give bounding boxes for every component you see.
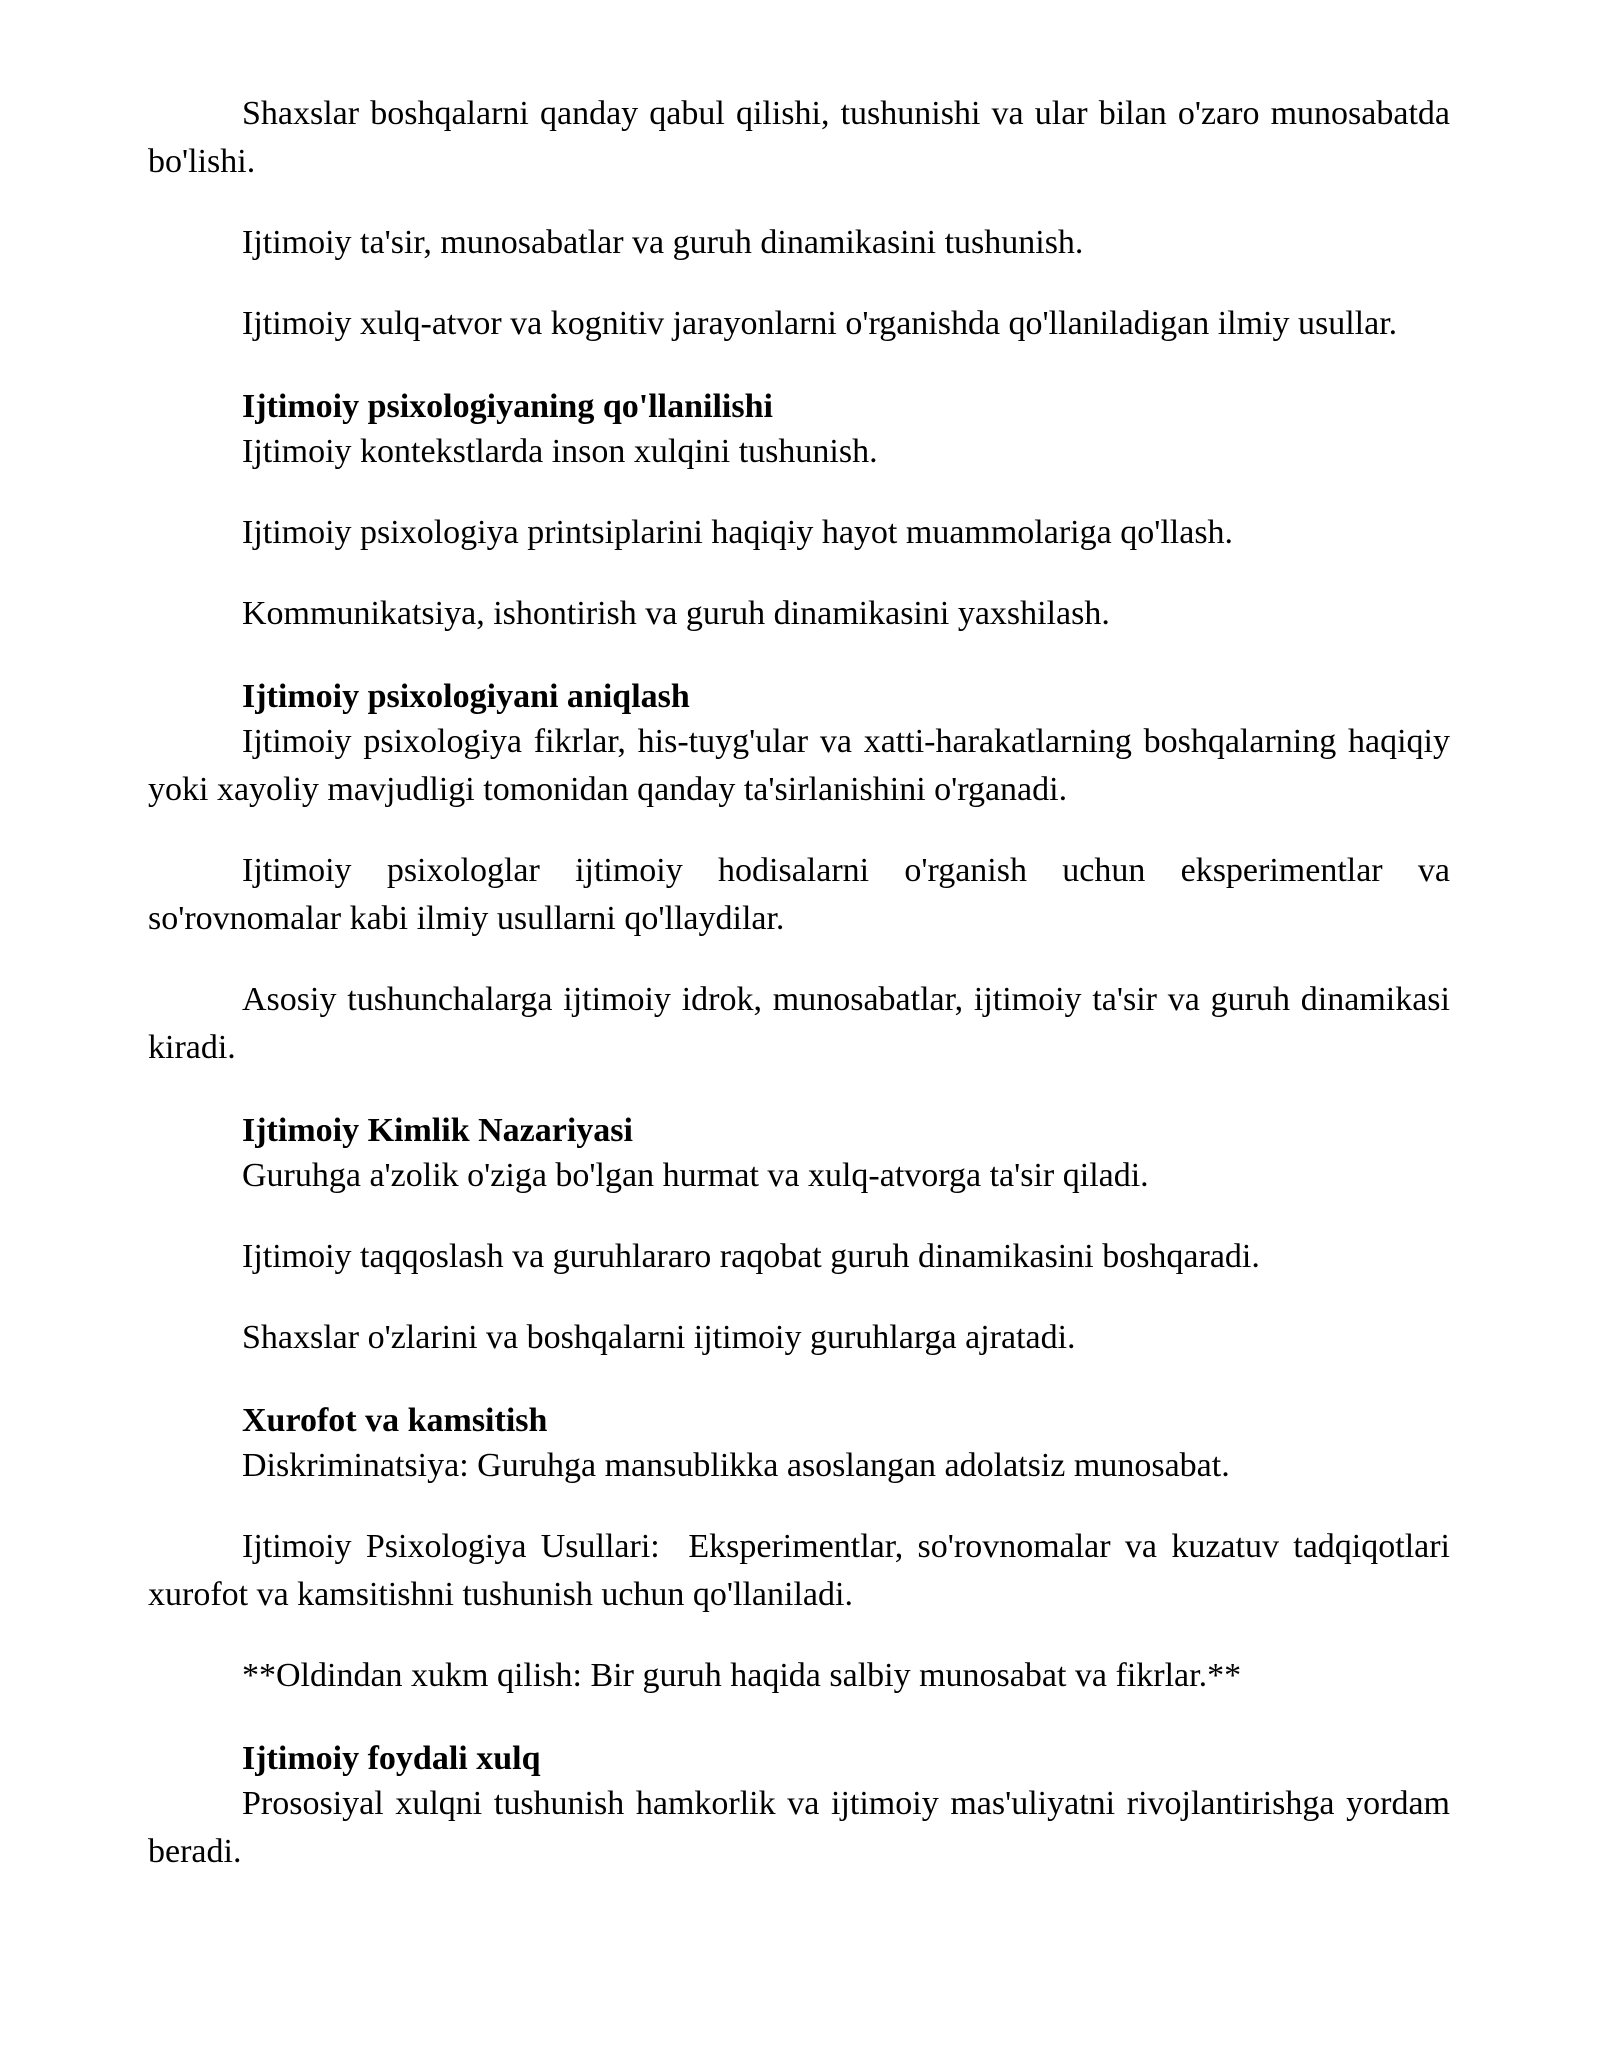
section-prosocial-item: Prososiyal xulqni tushunish hamkorlik va ijtimoiy mas'uliyatni rivojlantirishga yordam beradi. [148, 1785, 1450, 1870]
document-page [148, 90, 1459, 1876]
section-definition-item: Ijtimoiy psixologlar ijtimoiy hodisalarni o'rganish uchun eksperimentlar va so'rovnomalar kabi ilmiy usullarni qo'llaydilar. [148, 852, 1450, 937]
section-heading-prejudice: Xurofot va kamsitish [242, 1402, 548, 1439]
section-prejudice-item: **Oldindan xukm qilish: Bir guruh haqida salbiy munosabat va fikrlar.** [242, 1657, 1242, 1694]
section-identity-item: Ijtimoiy taqqoslash va guruhlararo raqobat guruh dinamikasini boshqaradi. [242, 1238, 1260, 1275]
section-identity-item: Guruhga a'zolik o'ziga bo'lgan hurmat va xulq-atvorga ta'sir qiladi. [242, 1157, 1149, 1194]
paragraph-social-influence: Ijtimoiy ta'sir, munosabatlar va guruh dinamikasini tushunish. [242, 224, 1084, 261]
section-identity-item: Shaxslar o'zlarini va boshqalarni ijtimoiy guruhlarga ajratadi. [242, 1319, 1076, 1356]
section-heading-applications: Ijtimoiy psixologiyaning qo'llanilishi [242, 388, 773, 425]
section-definition-item: Asosiy tushunchalarga ijtimoiy idrok, munosabatlar, ijtimoiy ta'sir va guruh dinamikasi kiradi. [148, 981, 1450, 1066]
section-prejudice-item: Ijtimoiy Psixologiya Usullari: Eksperimentlar, so'rovnomalar va kuzatuv tadqiqotlari xurofot va kamsitishni tushunish uchun qo'llaniladi. [148, 1528, 1459, 1613]
paragraph-scientific-methods: Ijtimoiy xulq-atvor va kognitiv jarayonlarni o'rganishda qo'llaniladigan ilmiy usullar. [242, 305, 1398, 342]
section-heading-prosocial: Ijtimoiy foydali xulq [242, 1740, 541, 1777]
section-applications-item: Ijtimoiy kontekstlarda inson xulqini tushunish. [242, 433, 878, 470]
section-definition-item: Ijtimoiy psixologiya fikrlar, his-tuyg'ular va xatti-harakatlarning boshqalarning haqiqiy yoki xayoliy mavjudligi tomonidan qanday ta'sirlanishini o'rganadi. [148, 723, 1450, 808]
section-heading-identity-theory: Ijtimoiy Kimlik Nazariyasi [242, 1112, 633, 1149]
section-applications-item: Kommunikatsiya, ishontirish va guruh dinamikasini yaxshilash. [242, 595, 1110, 632]
paragraph-perception: Shaxslar boshqalarni qanday qabul qilishi, tushunishi va ular bilan o'zaro munosabatda bo'lishi. [148, 95, 1450, 180]
section-prejudice-item: Diskriminatsiya: Guruhga mansublikka asoslangan adolatsiz munosabat. [242, 1447, 1230, 1484]
section-heading-definition: Ijtimoiy psixologiyani aniqlash [242, 678, 690, 715]
section-applications-item: Ijtimoiy psixologiya printsiplarini haqiqiy hayot muammolariga qo'llash. [242, 514, 1234, 551]
